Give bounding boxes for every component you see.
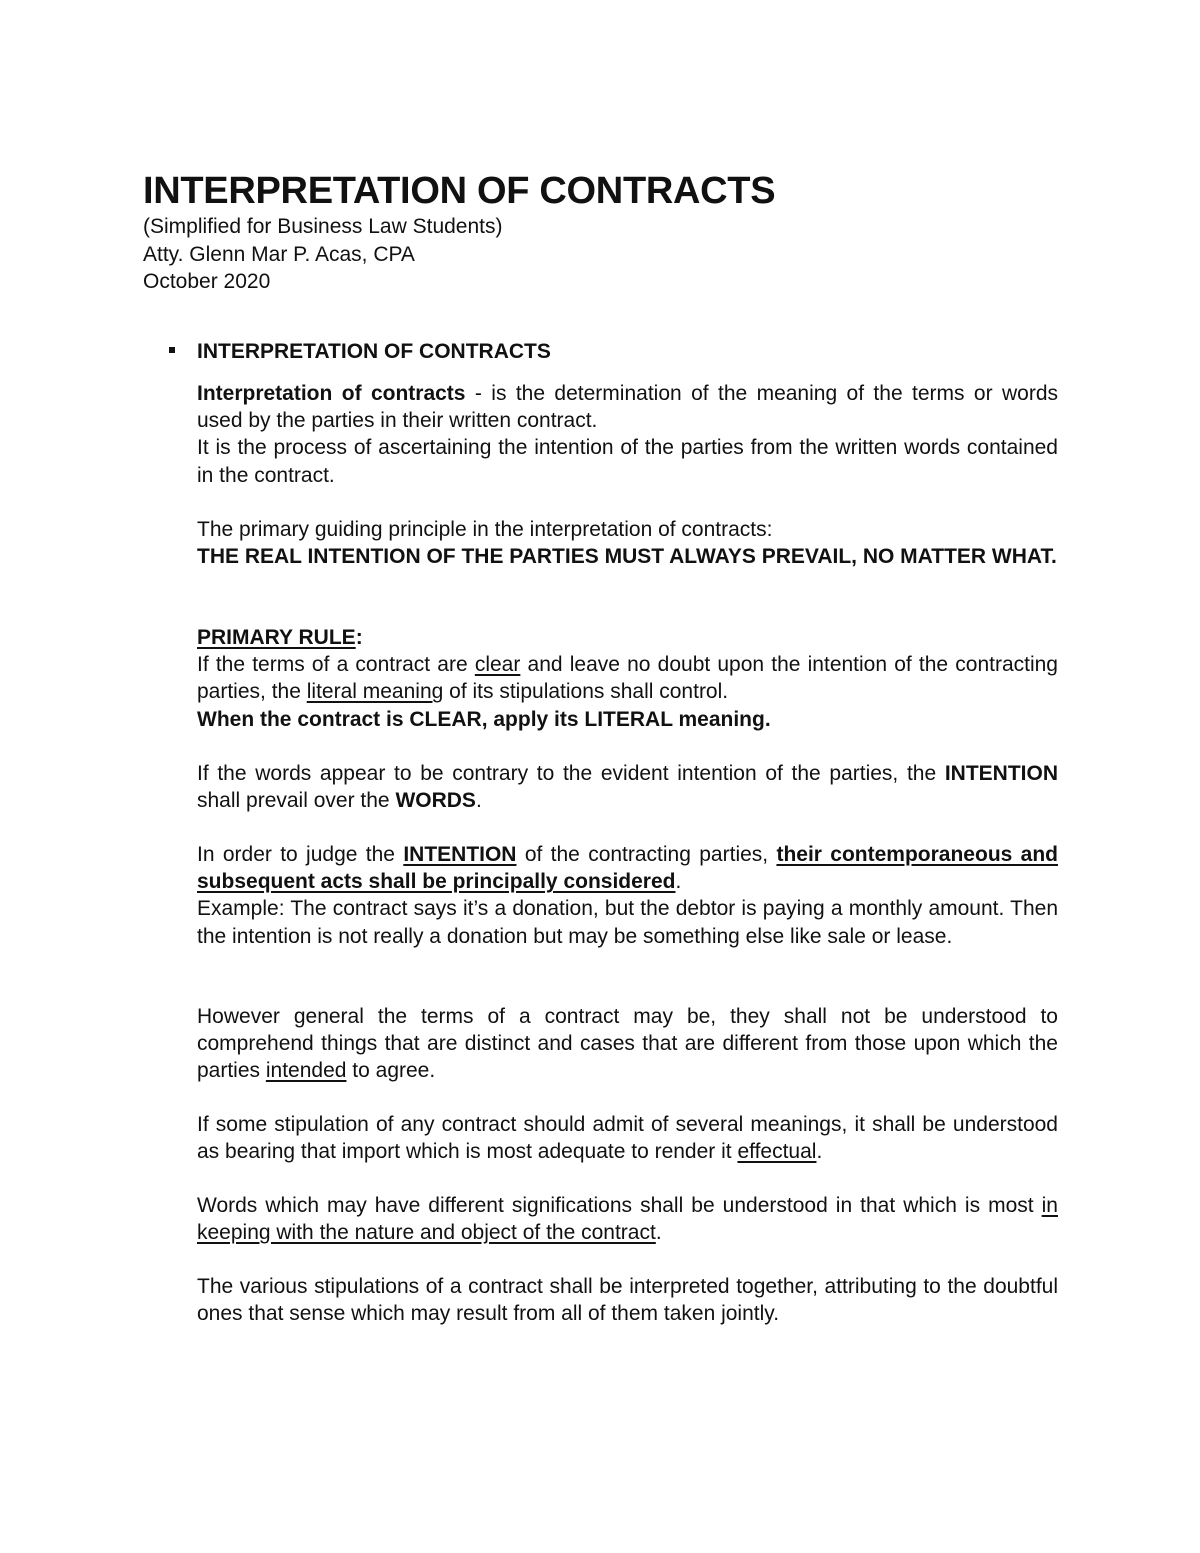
stipulation-paragraph: [197, 1111, 1058, 1165]
document-date: October 2020: [143, 270, 271, 293]
section-heading-text: INTERPRETATION OF CONTRACTS: [197, 340, 551, 363]
document-meta: [143, 213, 503, 296]
judge-text-1: In order to judge the: [197, 843, 404, 866]
primary-rule-colon: :: [355, 626, 363, 649]
words-words: WORDS: [395, 789, 476, 813]
rule-bold: When the contract is CLEAR, apply its LITERAL meaning.: [197, 707, 771, 731]
bullet-icon: [169, 347, 175, 353]
principle-paragraph: [197, 516, 1058, 570]
judge-text-3: .: [675, 870, 682, 894]
words-text-3: .: [475, 789, 482, 813]
general-paragraph: [197, 1003, 1058, 1085]
judge-text-2: of the contracting parties,: [516, 843, 777, 866]
judge-acts: their contemporaneous and subsequent acts shall be principally considered: [197, 843, 1058, 894]
stip-text-2: .: [816, 1140, 823, 1164]
various-paragraph: [197, 1273, 1058, 1327]
words-text-1: If the words appear to be contrary to the evident intention of the parties, the: [197, 762, 945, 785]
general-intended: intended: [265, 1059, 347, 1083]
principle-intro: The primary guiding principle in the interpretation of contracts:: [197, 518, 773, 541]
primary-rule-heading: PRIMARY RULE: [197, 626, 356, 649]
words-intention: INTENTION: [944, 762, 1058, 785]
significations-paragraph: [197, 1192, 1058, 1246]
words-paragraph: [197, 760, 1058, 814]
stip-effectual: effectual: [737, 1140, 817, 1164]
document-title: INTERPRETATION OF CONTRACTS: [143, 170, 776, 212]
example-text: Example: The contract says it’s a donation, but the debtor is paying a monthly amount. Then the intention is not really a donation but may be something else like sale or lease.: [197, 897, 1058, 948]
stip-text-1: If some stipulation of any contract should admit of several meanings, it shall be understood as bearing that import which is most adequate to render it: [197, 1113, 1058, 1164]
general-text-1: However general the terms of a contract may be, they shall not be understood to comprehend things that are distinct and cases that are different from those upon which the parties: [197, 1005, 1058, 1083]
judge-intention: INTENTION: [403, 843, 517, 866]
signif-underlined: in keeping with the nature and object of the contract: [197, 1194, 1058, 1245]
judge-paragraph: [197, 841, 1058, 950]
document-subtitle: (Simplified for Business Law Students): [143, 215, 503, 238]
rule-text-2: and leave no doubt upon the intention of the contracting parties, the: [197, 653, 1058, 704]
process-text: It is the process of ascertaining the intention of the parties from the written words contained in the contract.: [197, 436, 1058, 487]
rule-literal-meaning: literal meaning: [306, 680, 444, 704]
general-text-2: to agree.: [346, 1059, 436, 1083]
primary-rule-paragraph: [197, 624, 1058, 733]
section-heading: [169, 338, 551, 366]
rule-text-3: of its stipulations shall control.: [443, 680, 729, 704]
definition-term: Interpretation of contracts: [197, 382, 466, 405]
document-author: Atty. Glenn Mar P. Acas, CPA: [143, 242, 415, 266]
rule-clear: clear: [474, 653, 521, 677]
words-text-2: shall prevail over the: [197, 789, 396, 813]
rule-text-1: If the terms of a contract are: [197, 653, 475, 677]
signif-text-2: .: [655, 1221, 662, 1245]
various-text: The various stipulations of a contract shall be interpreted together, attributing to the doubtful ones that sense which may result from all of them taken jointly.: [197, 1275, 1058, 1326]
signif-text-1: Words which may have different significations shall be understood in that which is most: [197, 1194, 1042, 1217]
definition-paragraph: [197, 380, 1058, 489]
principle-bold: THE REAL INTENTION OF THE PARTIES MUST ALWAYS PREVAIL, NO MATTER WHAT.: [197, 545, 1057, 569]
definition-text: - is the determination of the meaning of the terms or words used by the parties in their written contract.: [197, 382, 1058, 433]
